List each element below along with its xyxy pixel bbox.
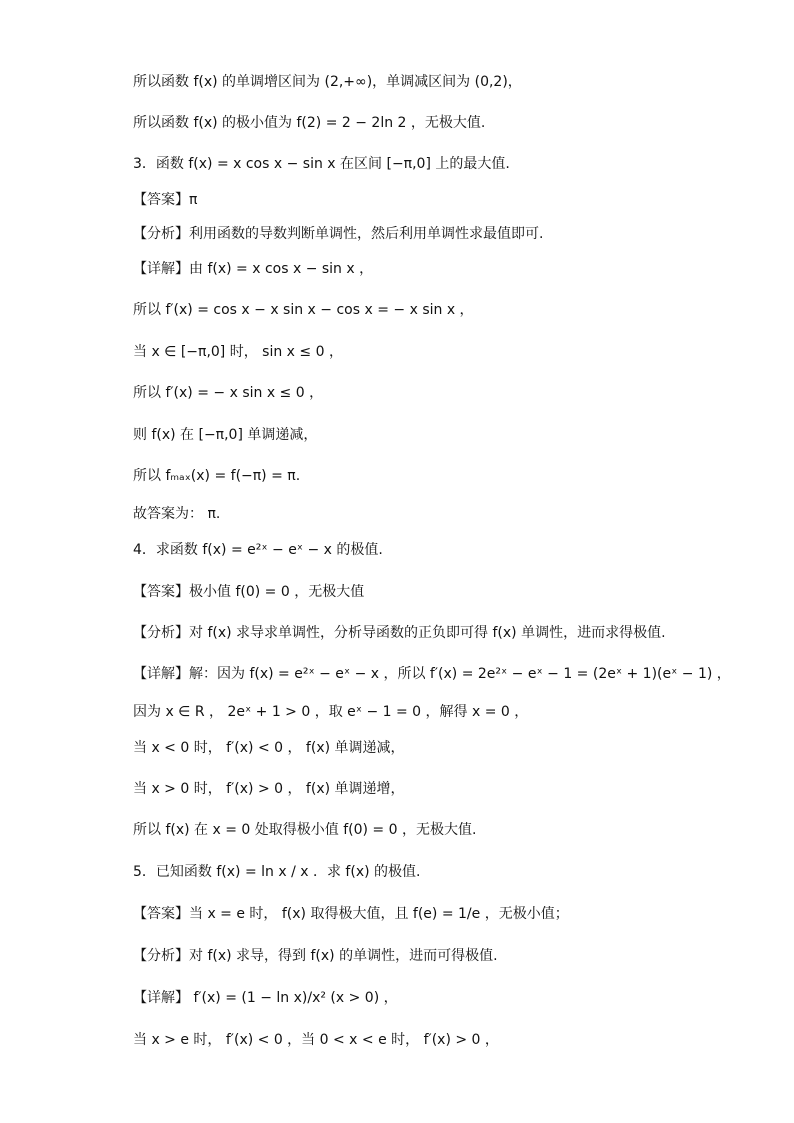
text-line-25: 当 x > e 时， f′(x) < 0 ，当 0 < x < e 时， f′(x) > 0 ， bbox=[133, 1032, 499, 1048]
detail-4: 【详解】解：因为 f(x) = e²ˣ − eˣ − x ，所以 f′(x) = 2e²ˣ − eˣ − 1 = (2eˣ + 1)(eˣ − 1) ， bbox=[133, 666, 731, 682]
analysis-4: 【分析】对 f(x) 求导求单调性，分析导函数的正负即可得 f(x) 单调性，进而求得极值. bbox=[133, 625, 666, 641]
text-line-7: 所以 f′(x) = cos x − x sin x − cos x = − x sin x ， bbox=[133, 302, 474, 318]
text-line-20: 所以 f(x) 在 x = 0 处取得极小值 f(0) = 0 ，无极大值. bbox=[133, 822, 477, 838]
text-line-8: 当 x ∈ [−π,0] 时， sin x ≤ 0 ， bbox=[133, 344, 343, 360]
text-line-10: 则 f(x) 在 [−π,0] 单调递减， bbox=[133, 427, 318, 443]
text-line-19: 当 x > 0 时， f′(x) > 0 ， f(x) 单调递增， bbox=[133, 781, 405, 797]
text-line-2: 所以函数 f(x) 的极小值为 f(2) = 2 − 2ln 2 ，无极大值. bbox=[133, 115, 486, 131]
answer-4: 【答案】极小值 f(0) = 0 ，无极大值 bbox=[133, 584, 365, 600]
text-line-1: 所以函数 f(x) 的单调增区间为 (2,+∞)，单调减区间为 (0,2)， bbox=[133, 74, 522, 90]
text-line-12: 故答案为： π. bbox=[133, 506, 221, 522]
answer-3: 【答案】π bbox=[133, 192, 198, 208]
detail-3: 【详解】由 f(x) = x cos x − sin x ， bbox=[133, 261, 374, 277]
analysis-5: 【分析】对 f(x) 求导，得到 f(x) 的单调性，进而可得极值. bbox=[133, 948, 498, 964]
question-5: 5．已知函数 f(x) = ln x / x ．求 f(x) 的极值. bbox=[133, 864, 421, 880]
question-3: 3．函数 f(x) = x cos x − sin x 在区间 [−π,0] 上的最大值. bbox=[133, 156, 510, 172]
text-line-11: 所以 fₘₐₓ(x) = f(−π) = π. bbox=[133, 468, 301, 484]
analysis-3: 【分析】利用函数的导数判断单调性，然后利用单调性求最值即可. bbox=[133, 226, 544, 242]
detail-5: 【详解】 f′(x) = (1 − ln x)/x² (x > 0) ， bbox=[133, 990, 398, 1006]
text-line-17: 因为 x ∈ R ， 2eˣ + 1 > 0 ，取 eˣ − 1 = 0 ，解得 x = 0 ， bbox=[133, 704, 529, 720]
question-4: 4．求函数 f(x) = e²ˣ − eˣ − x 的极值. bbox=[133, 542, 383, 558]
answer-5: 【答案】当 x = e 时， f(x) 取得极大值，且 f(e) = 1/e ，无极小值； bbox=[133, 906, 569, 922]
text-line-18: 当 x < 0 时， f′(x) < 0 ， f(x) 单调递减， bbox=[133, 740, 405, 756]
text-line-9: 所以 f′(x) = − x sin x ≤ 0 ， bbox=[133, 385, 324, 401]
